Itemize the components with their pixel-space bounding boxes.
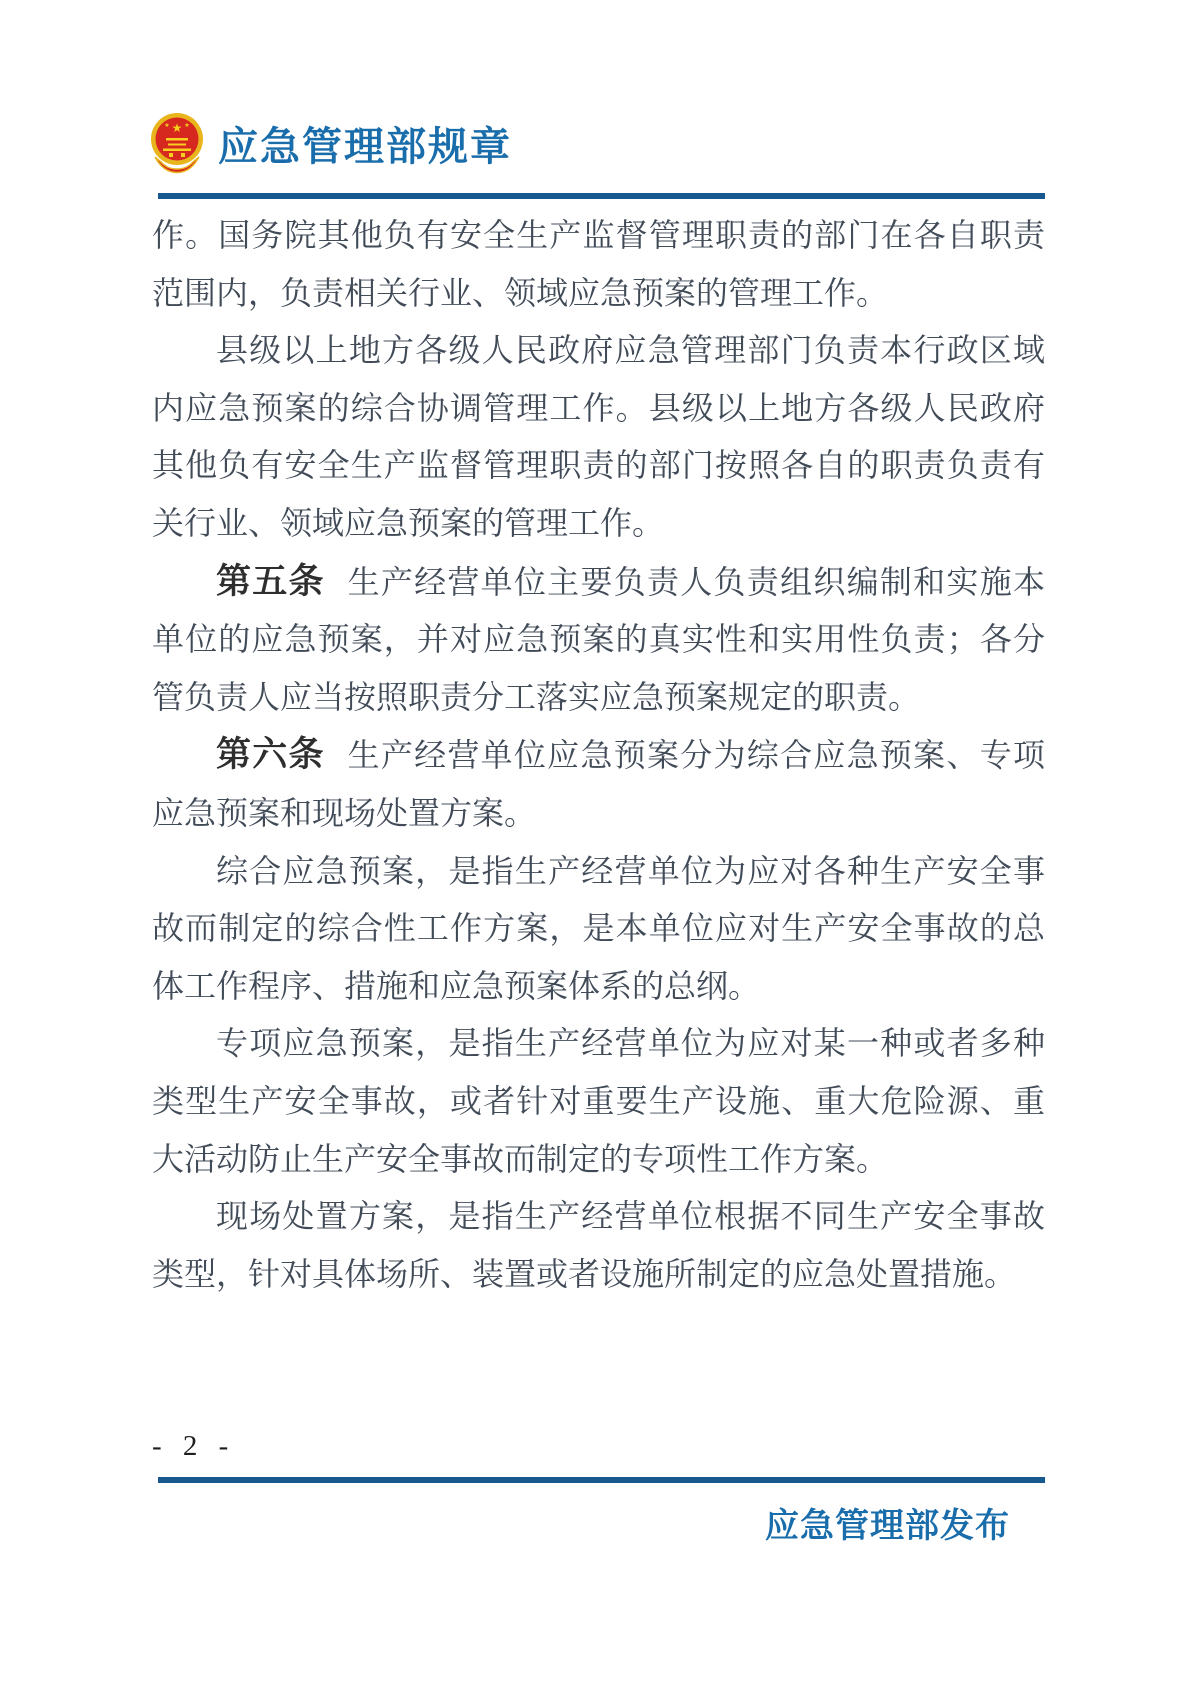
svg-text:★: ★ — [171, 121, 183, 135]
paragraph — [152, 843, 1045, 1016]
paragraph-text: 专项应急预案，是指生产经营单位为应对某一种或者多种类型生产安全事故，或者针对重要生产设施、重大危险源、重大活动防止生产安全事故而制定的专项性工作方案。 — [152, 1025, 1045, 1177]
paragraph-text: 县级以上地方各级人民政府应急管理部门负责本行政区域内应急预案的综合协调管理工作。县级以上地方各级人民政府其他负有安全生产监督管理职责的部门按照各自的职责负责有关行业、领域应急预案的管理工作。 — [152, 332, 1045, 541]
page-header — [148, 110, 512, 176]
page-number: - 2 - — [152, 1430, 236, 1462]
paragraph — [152, 1015, 1045, 1188]
svg-text:★: ★ — [184, 122, 190, 129]
paragraph — [152, 322, 1045, 552]
footer-divider — [158, 1477, 1045, 1483]
national-emblem-icon — [148, 110, 206, 176]
paragraph — [152, 1188, 1045, 1303]
article-number: 第六条 — [216, 735, 325, 775]
paragraph-text: 综合应急预案，是指生产经营单位为应对各种生产安全事故而制定的综合性工作方案，是本单位应对生产安全事故的总体工作程序、措施和应急预案体系的总纲。 — [152, 852, 1045, 1004]
paragraph-text: 生产经营单位主要负责人负责组织编制和实施本单位的应急预案，并对应急预案的真实性和实用性负责；各分管负责人应当按照职责分工落实应急预案规定的职责。 — [152, 563, 1045, 715]
paragraph-article-6 — [152, 726, 1045, 842]
paragraph — [152, 207, 1045, 322]
article-number: 第五条 — [216, 561, 325, 601]
paragraph-article-5 — [152, 553, 1045, 727]
svg-text:★: ★ — [164, 122, 170, 129]
document-body — [152, 207, 1045, 1303]
header-divider — [158, 193, 1045, 199]
paragraph-text: 现场处置方案，是指生产经营单位根据不同生产安全事故类型，针对具体场所、装置或者设施所制定的应急处置措施。 — [152, 1198, 1045, 1292]
paragraph-text: 作。国务院其他负有安全生产监督管理职责的部门在各自职责范围内，负责相关行业、领域应急预案的管理工作。 — [152, 217, 1045, 311]
publisher-label: 应急管理部发布 — [765, 1508, 1010, 1545]
paragraph-text: 生产经营单位应急预案分为综合应急预案、专项应急预案和现场处置方案。 — [152, 737, 1045, 831]
page-title: 应急管理部规章 — [218, 123, 512, 169]
